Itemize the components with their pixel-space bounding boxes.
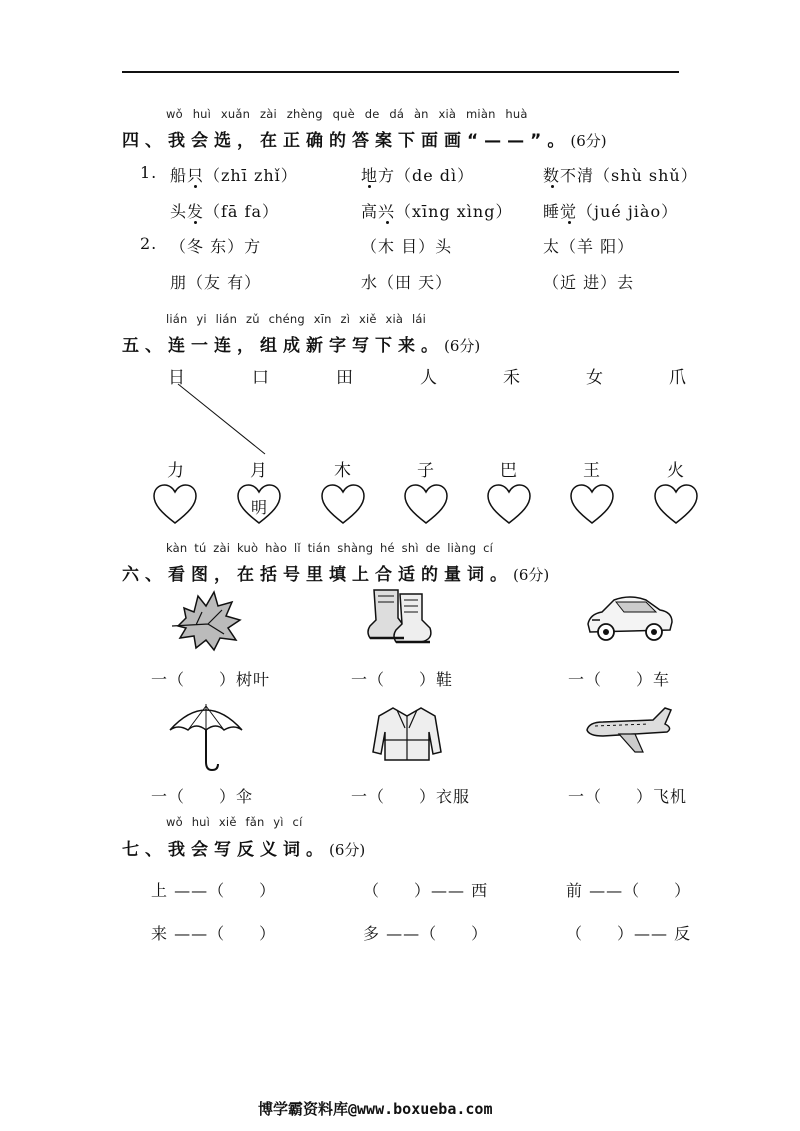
sec4-q1b: 地方（de dì）	[361, 166, 475, 185]
heart-icon[interactable]	[653, 483, 699, 525]
bottom-char[interactable]: 王	[583, 461, 600, 481]
bottom-char[interactable]: 月	[250, 461, 267, 481]
sec4-title: 四、我会选，在正确的答案下面画“——”。	[122, 131, 571, 151]
measure-item[interactable]: 一（ ）鞋	[351, 670, 454, 689]
heart-icon[interactable]	[152, 483, 198, 525]
sec4-q1a: 船只（zhī zhǐ）	[170, 166, 298, 185]
leaf-icon	[166, 588, 246, 654]
bottom-char[interactable]: 木	[334, 461, 351, 481]
bottom-char[interactable]: 力	[167, 461, 184, 481]
sec5-title: 五、连一连，组成新字写下来。	[122, 336, 444, 356]
antonym-item[interactable]: 多 ——（ ）	[363, 924, 489, 943]
top-char[interactable]: 口	[252, 368, 269, 388]
measure-item[interactable]: 一（ ）树叶	[151, 670, 271, 689]
sec4-q3b: （木 目）头	[361, 237, 453, 256]
heart-icon[interactable]	[320, 483, 366, 525]
sec5-pinyin: lián yi lián zǔ chéng xīn zì xiě xià lái	[166, 312, 427, 326]
sec6-title: 六、看图，在括号里填上合适的量词。	[122, 565, 513, 585]
sec4-q2c: 睡觉（jué jiào）	[543, 202, 679, 221]
top-char[interactable]: 女	[586, 368, 603, 388]
sec4-q2a: 头发（fā fa）	[170, 202, 280, 221]
heart-icon[interactable]	[486, 483, 532, 525]
sec4-q4b: 水（田 天）	[361, 273, 453, 292]
sec7-score: (6分)	[329, 841, 366, 859]
example-answer: 明	[251, 498, 268, 517]
umbrella-icon	[166, 700, 246, 774]
bottom-char[interactable]: 巴	[500, 461, 517, 481]
sec7-heading	[122, 835, 365, 860]
antonym-item[interactable]: （ ）—— 西	[363, 881, 489, 900]
jacket-icon	[369, 704, 445, 762]
sec4-num2: 2.	[140, 234, 158, 253]
sec4-q4a: 朋（友 有）	[170, 273, 262, 292]
top-char[interactable]: 爪	[669, 368, 686, 388]
heart-icon[interactable]	[403, 483, 449, 525]
airplane-icon	[583, 706, 675, 758]
sec7-pinyin: wǒ huì xiě fǎn yì cí	[166, 815, 303, 829]
top-char[interactable]: 人	[420, 368, 437, 388]
sec4-q3c: 太（羊 阳）	[543, 237, 635, 256]
top-char[interactable]: 日	[168, 368, 185, 388]
sec6-score: (6分)	[513, 566, 550, 584]
top-char[interactable]: 田	[336, 368, 353, 388]
sec6-heading	[122, 560, 549, 585]
bottom-char[interactable]: 火	[667, 461, 684, 481]
sec6-pinyin: kàn tú zài kuò hào lǐ tián shàng hé shì de liàng cí	[166, 541, 494, 555]
sec4-q4c: （近 进）去	[543, 273, 635, 292]
heart-icon[interactable]	[569, 483, 615, 525]
antonym-item[interactable]: 来 ——（ ）	[151, 924, 277, 943]
footer-watermark: 博学霸资料库@www.boxueba.com	[258, 1100, 493, 1118]
measure-item[interactable]: 一（ ）飞机	[568, 787, 688, 806]
sec4-q2b: 高兴（xīng xìng）	[361, 202, 513, 221]
sec4-q1c: 数不清（shù shǔ）	[543, 166, 698, 185]
measure-item[interactable]: 一（ ）车	[568, 670, 671, 689]
car-icon	[584, 590, 676, 646]
bottom-char[interactable]: 子	[417, 461, 434, 481]
sec4-q3a: （冬 东）方	[170, 237, 262, 256]
measure-item[interactable]: 一（ ）衣服	[351, 787, 471, 806]
sec5-score: (6分)	[444, 337, 481, 355]
sec7-title: 七、我会写反义词。	[122, 840, 329, 860]
measure-item[interactable]: 一（ ）伞	[151, 787, 254, 806]
antonym-item[interactable]: 上 ——（ ）	[151, 881, 277, 900]
antonym-item[interactable]: 前 ——（ ）	[566, 881, 692, 900]
antonym-item[interactable]: （ ）—— 反	[566, 924, 692, 943]
sec4-num1: 1.	[140, 163, 158, 182]
sec4-score: (6分)	[570, 132, 607, 150]
sec4-pinyin: wǒ huì xuǎn zài zhèng què de dá àn xià miàn huà	[166, 107, 528, 121]
boots-icon	[364, 586, 444, 646]
top-char[interactable]: 禾	[503, 368, 520, 388]
